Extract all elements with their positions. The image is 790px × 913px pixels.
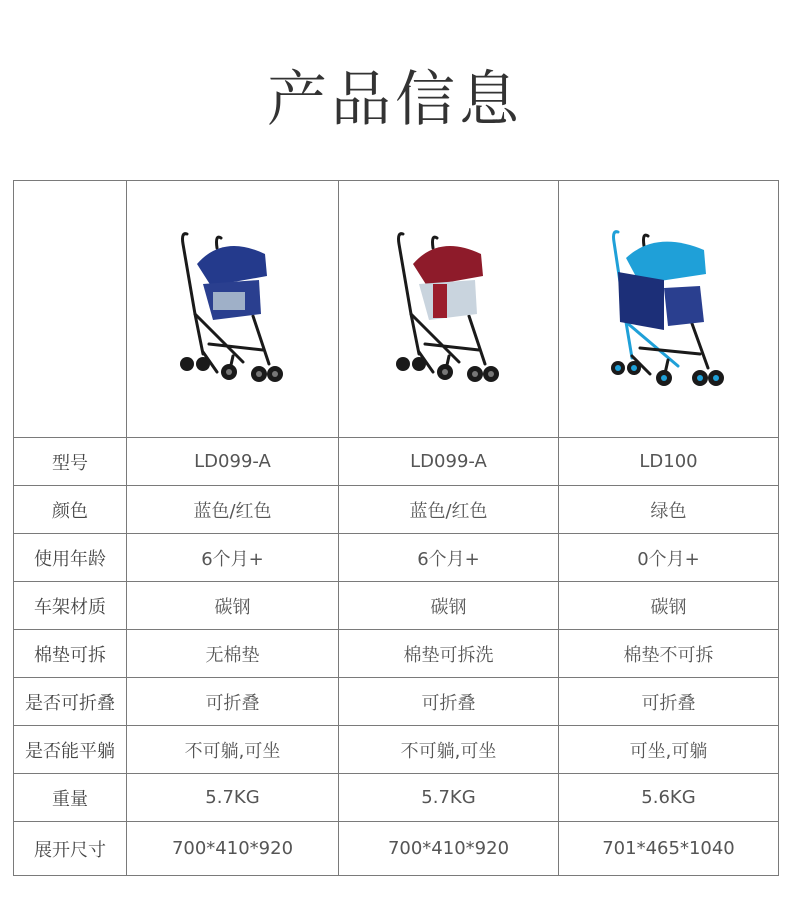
spec-row-age xyxy=(14,534,779,582)
spec-row-model xyxy=(14,438,779,486)
spec-value: 碳钢 xyxy=(339,582,559,630)
spec-value: 5.6KG xyxy=(559,774,779,822)
spec-value: LD100 xyxy=(559,438,779,486)
row-label: 型号 xyxy=(14,438,127,486)
row-label: 是否可折叠 xyxy=(14,678,127,726)
spec-value: 不可躺,可坐 xyxy=(339,726,559,774)
spec-value: 无棉垫 xyxy=(127,630,339,678)
spec-value: 700*410*920 xyxy=(127,822,339,876)
stroller-image-2 xyxy=(389,224,509,394)
spec-value: 6个月+ xyxy=(127,534,339,582)
spec-row-pad-removable xyxy=(14,630,779,678)
row-label: 车架材质 xyxy=(14,582,127,630)
spec-value: 蓝色/红色 xyxy=(127,486,339,534)
spec-row-unfolded-size xyxy=(14,822,779,876)
product-image-cell-3 xyxy=(559,181,779,438)
row-label: 使用年龄 xyxy=(14,534,127,582)
page-title: 产品信息 xyxy=(267,65,523,135)
product-image-cell-1 xyxy=(127,181,339,438)
spec-value: 5.7KG xyxy=(127,774,339,822)
spec-row-frame-material xyxy=(14,582,779,630)
row-label: 棉垫可拆 xyxy=(14,630,127,678)
spec-row-foldable xyxy=(14,678,779,726)
row-label: 展开尺寸 xyxy=(14,822,127,876)
row-label: 颜色 xyxy=(14,486,127,534)
product-image-row xyxy=(14,181,779,438)
spec-row-color xyxy=(14,486,779,534)
spec-value: 碳钢 xyxy=(559,582,779,630)
spec-value: 不可躺,可坐 xyxy=(127,726,339,774)
spec-value: LD099-A xyxy=(127,438,339,486)
spec-value: 6个月+ xyxy=(339,534,559,582)
spec-value: 可坐,可躺 xyxy=(559,726,779,774)
product-spec-table xyxy=(13,180,779,876)
spec-value: 蓝色/红色 xyxy=(339,486,559,534)
spec-value: 700*410*920 xyxy=(339,822,559,876)
spec-value: 0个月+ xyxy=(559,534,779,582)
spec-row-weight xyxy=(14,774,779,822)
product-image-cell-2 xyxy=(339,181,559,438)
row-label: 重量 xyxy=(14,774,127,822)
row-label: 是否能平躺 xyxy=(14,726,127,774)
spec-value: 可折叠 xyxy=(559,678,779,726)
spec-value: LD099-A xyxy=(339,438,559,486)
spec-value: 可折叠 xyxy=(339,678,559,726)
stroller-image-3 xyxy=(604,222,734,397)
spec-value: 可折叠 xyxy=(127,678,339,726)
spec-value: 绿色 xyxy=(559,486,779,534)
spec-value: 棉垫不可拆 xyxy=(559,630,779,678)
spec-row-recline xyxy=(14,726,779,774)
spec-value: 701*465*1040 xyxy=(559,822,779,876)
spec-value: 碳钢 xyxy=(127,582,339,630)
spec-value: 5.7KG xyxy=(339,774,559,822)
stroller-image-1 xyxy=(173,224,293,394)
empty-header-cell xyxy=(14,181,127,438)
spec-value: 棉垫可拆洗 xyxy=(339,630,559,678)
